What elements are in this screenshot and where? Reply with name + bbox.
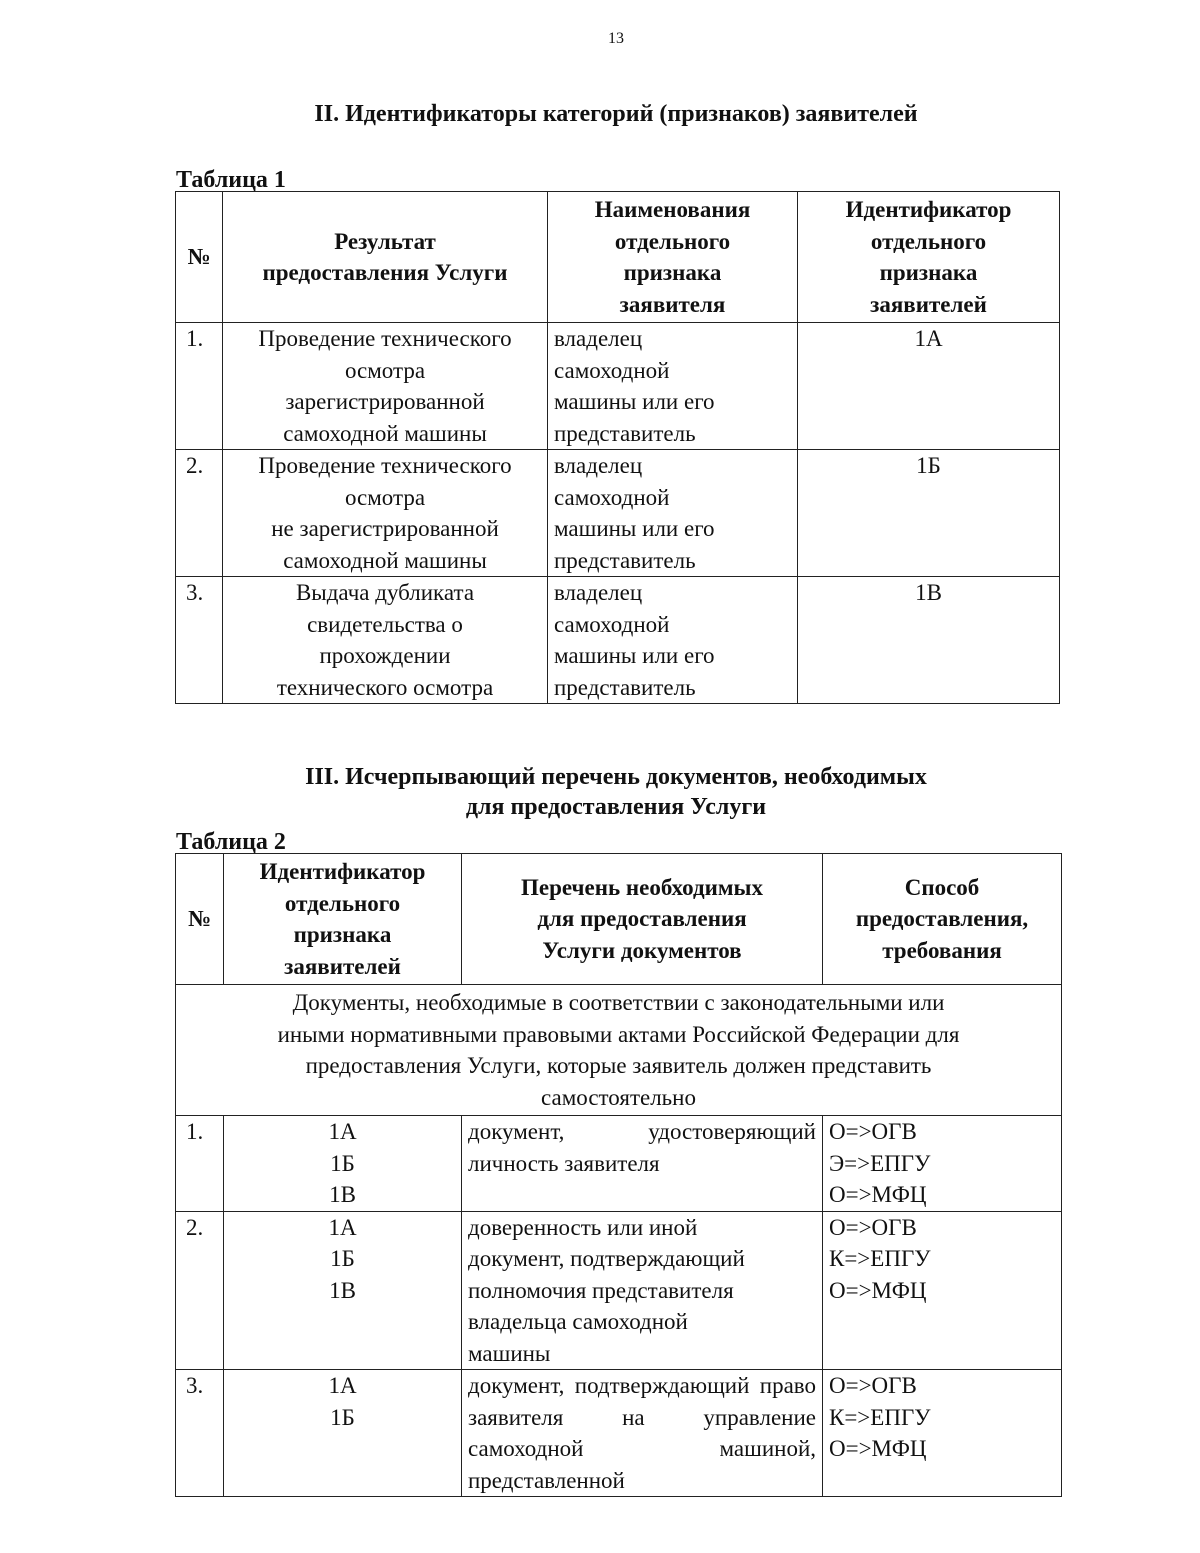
section-title-identifiers: II. Идентификаторы категорий (признаков) заявителей: [314, 101, 918, 127]
row-applicant: владелец самоходной машины или его представитель: [548, 323, 798, 450]
row-document: документ, удостоверяющий личность заявителя: [462, 1116, 823, 1212]
row-document: документ, подтверждающий право заявителя на управление самоходной машиной, представленной: [462, 1370, 823, 1497]
header-id: Идентификатор отдельного признака заявителей: [224, 854, 462, 985]
row-applicant: владелец самоходной машины или его представитель: [548, 450, 798, 577]
table-caption-2: Таблица 2: [176, 829, 286, 855]
row-ids: 1А 1Б 1В: [224, 1211, 462, 1370]
table-header-row: [176, 854, 1062, 985]
header-id: Идентификатор отдельного признака заявителей: [798, 192, 1060, 323]
applicant-categories-table: [175, 191, 1060, 704]
table-header-row: [176, 192, 1060, 323]
row-methods: О=>ОГВ К=>ЕПГУ О=>МФЦ: [823, 1211, 1062, 1370]
required-documents-table: [175, 853, 1062, 1497]
header-method: Способ предоставления, требования: [823, 854, 1062, 985]
header-num: №: [176, 854, 224, 985]
header-num: №: [176, 192, 223, 323]
row-ids: 1А 1Б: [224, 1370, 462, 1497]
row-methods: О=>ОГВ Э=>ЕПГУ О=>МФЦ: [823, 1116, 1062, 1212]
header-name: Наименования отдельного признака заявителя: [548, 192, 798, 323]
row-id: 1А: [798, 323, 1060, 450]
row-result: Выдача дубликата свидетельства о прохождении технического осмотра: [223, 577, 548, 704]
row-num: 2.: [176, 1211, 224, 1370]
row-num: 3.: [176, 577, 223, 704]
row-document: доверенность или иной документ, подтверждающий полномочия представителя владельца самоходной машины: [462, 1211, 823, 1370]
table-row: [176, 450, 1060, 577]
header-docs: Перечень необходимых для предоставления Услуги документов: [462, 854, 823, 985]
table-row: [176, 577, 1060, 704]
table-span-row: [176, 985, 1062, 1116]
row-num: 1.: [176, 1116, 224, 1212]
table-row: [176, 1116, 1062, 1212]
row-applicant: владелец самоходной машины или его представитель: [548, 577, 798, 704]
row-num: 3.: [176, 1370, 224, 1497]
section-title-documents: III. Исчерпывающий перечень документов, необходимых для предоставления Услуги: [305, 764, 927, 820]
table-caption-1: Таблица 1: [176, 167, 286, 193]
row-num: 1.: [176, 323, 223, 450]
row-id: 1Б: [798, 450, 1060, 577]
table-row: [176, 323, 1060, 450]
row-result: Проведение технического осмотра зарегистрированной самоходной машины: [223, 323, 548, 450]
header-result: Результат предоставления Услуги: [223, 192, 548, 323]
span-note: Документы, необходимые в соответствии с законодательными или иными нормативными правовыми актами Российской Федерации для предоставления Услуги, которые заявитель должен представить самостоятельно: [176, 985, 1062, 1116]
row-id: 1В: [798, 577, 1060, 704]
table-row: [176, 1370, 1062, 1497]
row-ids: 1А 1Б 1В: [224, 1116, 462, 1212]
table-row: [176, 1211, 1062, 1370]
row-result: Проведение технического осмотра не зарегистрированной самоходной машины: [223, 450, 548, 577]
page-number: 13: [608, 30, 624, 47]
row-num: 2.: [176, 450, 223, 577]
row-methods: О=>ОГВ К=>ЕПГУ О=>МФЦ: [823, 1370, 1062, 1497]
